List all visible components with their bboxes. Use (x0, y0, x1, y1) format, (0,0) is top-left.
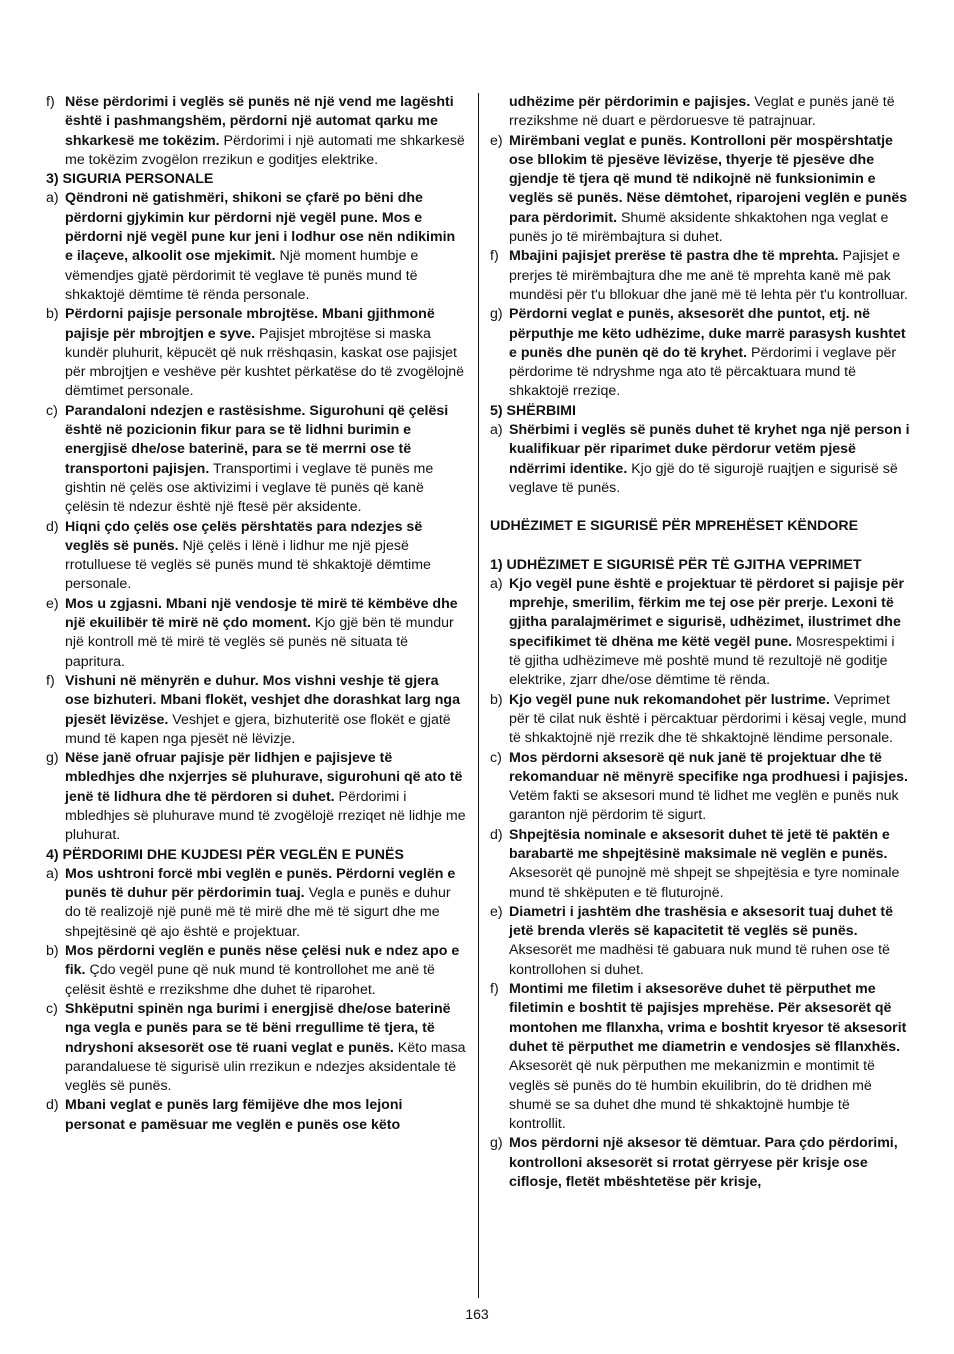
item-c-disconnect: c) Shkëputni spinën nga burimi i energjisë dhe/ose baterinë nga vegla e punës para se të bëni rregullime të tjera, të ndryshoni aksesorët ose të ruani veglat e punës. Këto masa parandaluese të sigurisë ulin rrezikun e ndezjes aksidentale të veglës së punës. (46, 1000, 466, 1095)
section-heading-all-operations: 1) UDHËZIMET E SIGURISË PËR TË GJITHA VEPRIMET (490, 556, 862, 573)
item-e-footing: e) Mos u zgjasni. Mbani një vendosje të mirë të këmbëve dhe një ekuilibër të mirë në çdo moment. Kjo gjë bën të mundur një kontroll më të mirë të veglës së punës në situata të papritura. (46, 595, 458, 670)
column-divider (478, 93, 479, 1298)
item-d-remove-keys: d) Hiqni çdo çelës ose çelës përshtatës para ndezjes së veglës së punës. Një çelës i lënë i lidhur me një pjesë rrotulluese të veglës së punës mund të shkaktojë dëmtime personale. (46, 518, 431, 593)
spacer (490, 537, 910, 556)
item-text: Përdorimi i një automati me shkarkesë me tokëzim zvogëlon rrezikun e goditjes elektrike. (65, 132, 465, 168)
item-d-rated-speed: d) Shpejtësia nominale e aksesorit duhet të jetë të paktën e barabartë me shpejtësinë maksimale në veglën e punës. Aksesorët që punojnë më shpejt se shpejtësia e tyre nominale mund të shkëputen e të fluturojnë. (490, 826, 900, 901)
item-a-intended-use: a) Kjo vegël pune është e projektuar të përdoret si pajisje për mprehje, smerilim, fërkim me tej ose për prerje. Lexoni të gjitha paralajmërimet e sigurisë, udhëzimet, ilustrimet dhe specifikimet të dhëna me këtë vegël pune. Mosrespektimi i të gjitha udhëzimeve më poshtë mund të rezultojë në goditje elektrike, zjarr dhe/ose dëmtime të rënda. (490, 575, 905, 689)
item-f-dress: f) Vishuni në mënyrën e duhur. Mos vishni veshje të gjera ose bizhuteri. Mbani flokët, veshjet dhe dorashkat larg nga pjesët lëvizëse. Veshjet e gjera, bizhuteritë ose flokët e gjatë mund të kapen nga pjesët në lëvizje. (46, 672, 460, 747)
item-b-polishing: b) Kjo vegël pune nuk rekomandohet për lustrime. Veprimet për të cilat nuk është i përcaktuar përdorimi i kësaj vegle, mund të shkaktojnë një rrezik dhe të shkaktojnë lëndime personale. (490, 691, 907, 747)
chapter-title-angle-grinder-safety: UDHËZIMET E SIGURISË PËR MPREHËSET KËNDORE (490, 518, 859, 535)
item-f-cutting-tools: f) Mbajini pajisjet prerëse të pastra dhe të mprehta. Pajisjet e prerjes të mirëmbajtura dhe me anë të mprehta kanë më pak mundësi për t'u bllokuar dhe janë më të lehta për t'u kontrolluar. (490, 248, 908, 303)
item-a-alert: a) Qëndroni në gatishmëri, shikoni se çfarë po bëni dhe përdorni gjykimin kur përdorni një vegël pune. Mos e përdorni një vegël pune kur jeni i lodhur ose nën ndikimin e ilaçeve, alkoolit ose mjekimit. Një moment humbje e vëmendjes gjatë përdorimit të veglave të punës mund të shkaktojë dëmtime të rënda personale. (46, 190, 456, 303)
item-d-store-away: d) Mbani veglat e punës larg fëmijëve dhe mos lejoni personat e pamësuar me veglën e punës ose këto (46, 1097, 403, 1133)
item-g-dust-collection: g) Nëse janë ofruar pajisje për lidhjen e pajisjeve të mbledhjes dhe nxjerrjes së pluhurave, sigurohuni që ato të jenë të lidhura dhe të përdoren si duhet. Përdorimi i mbledhjes së pluhurave mund të zvogëlojë rreziqet në lidhje me pluhurat. (46, 750, 466, 844)
right-column (490, 93, 910, 1192)
item-e-diameter: e) Diametri i jashtëm dhe trashësia e aksesorit tuaj duhet të jetë brenda vlerës së kapacitetit të veglës së punës. Aksesorët me madhësi të gabuara nuk mund të ruhen ose të kontrollohen si duhet. (490, 903, 893, 978)
section-heading-tool-use-care: 4) PËRDORIMI DHE KUJDESI PËR VEGLËN E PUNËS (46, 846, 404, 863)
item-f-threaded-mounting: f) Montimi me filetim i aksesorëve duhet të përputhet me filetimin e boshtit të pajisjes mprehëse. Për aksesorët që montohen me fllanxha, vrima e boshtit kryesor të aksesorit duhet të përputhet me diametrin e vendosjes së fllanxhës. Aksesorët që nuk përputhen me mekanizmin e montimit të veglës së punës do të humbin ekuilibrin, do të dridhen më shumë se sa duhet dhe mund të shkaktojnë humbje të kontrollit. (490, 981, 907, 1133)
spacer (490, 498, 910, 517)
item-c-accessories: c) Mos përdorni aksesorë që nuk janë të projektuar dhe të rekomanduar në mënyrë specifike nga prodhuesi i pajisjes. Vetëm fakti se aksesori mund të lidhet me veglën e punës nuk garanton një përdorim të sigurt. (490, 749, 908, 824)
page-number: 163 (465, 1306, 489, 1322)
item-d-continued: udhëzime për përdorimin e pajisjes. Veglat e punës janë të rrezikshme në duart e përdoruesve të patrajnuar. (509, 94, 895, 130)
section-heading-personal-safety: 3) SIGURIA PERSONALE (46, 171, 214, 188)
item-e-maintain: e) Mirëmbani veglat e punës. Kontrolloni për mospërshtatje ose bllokim të pjesëve lëvizëse, thyerje të pjesëve dhe gjendje të tjera që mund të ndikojnë në funksionimin e veglës së punës. Nëse dëmtohet, riparojeni veglën e punës para përdorimit. Shumë aksidente shkaktohen nga veglat e punës jo të mirëmbajtura si duhet. (490, 132, 908, 246)
item-a-service: a) Shërbimi i veglës së punës duhet të kryhet nga një person i kualifikuar për riparimet duke përdorur vetëm pjesë ndërrimi identike. Kjo gjë do të sigurojë ruajtjen e sigurisë së veglave të punës. (490, 422, 910, 496)
item-c-unintentional-start: c) Parandaloni ndezjen e rastësishme. Sigurohuni që çelësi është në pozicionin fikur para se të lidhni burimin e energjisë dhe/ose baterinë, para se të merrni ose të transportoni pajisjen. Transportimi i veglave të punës me gishtin në çelës ose aktivizimi i veglave të punës që kanë çelësin të ndezur është një ftesë për aksidente. (46, 402, 449, 516)
left-column (46, 93, 466, 1135)
item-bold: Nëse përdorimi i veglës së punës në një vend me lagështi është i pashmangshëm, përdorni një automat qarku me shkarkesë me tokëzim. (65, 94, 454, 149)
item-a-do-not-force: a) Mos ushtroni forcë mbi veglën e punës. Përdorni veglën e punës të duhur për përdorimin tuaj. Vegla e punës e duhur do të realizojë një punë më të mirë dhe më të sigurt dhe me shpejtësinë që ajo është e projektuar. (46, 865, 456, 940)
item-b-protective-equipment: b) Përdorni pajisje personale mbrojtëse. Mbani gjithmonë pajisje për mbrojtjen e syve. Pajisjet mbrojtëse si maska kundër pluhurit, këpucët që nuk rrëshqasin, kaskat ose pajisjet për mbrojtjen e veshëve për kushtet përkatëse do të zvogëlojnë dëmtimet personale. (46, 306, 465, 400)
item-g-damaged-accessory: g) Mos përdorni një aksesor të dëmtuar. Para çdo përdorimi, kontrolloni aksesorët si rrotat gërryese për krisje ose ciflosje, fletët mbështetëse për krisje, (490, 1135, 898, 1191)
section-heading-service: 5) SHËRBIMI (490, 402, 576, 419)
item-f-grounding: f) Nëse përdorimi i veglës së punës në një vend me lagështi është i pashmangshëm, përdorni një automat qarku me shkarkesë me tokëzim. Përdorimi i një automati me shkarkesë me tokëzim zvogëlon rrezikun e goditjes elektrike. (46, 94, 465, 168)
item-g-use-accordance: g) Përdorni veglat e punës, aksesorët dhe puntot, etj. në përputhje me këto udhëzime, duke marrë parasysh kushtet e punës dhe punën që do të kryhet. Përdorimi i veglave për përdorime të ndryshme nga ato të përcaktuara mund të shkaktojë rreziqe. (490, 306, 906, 400)
item-b-switch: b) Mos përdorni veglën e punës nëse çelësi nuk e ndez apo e fik. Çdo vegël pune që nuk mund të kontrollohet me anë të çelësit është e rrezikshme dhe duhet të riparohet. (46, 943, 460, 998)
